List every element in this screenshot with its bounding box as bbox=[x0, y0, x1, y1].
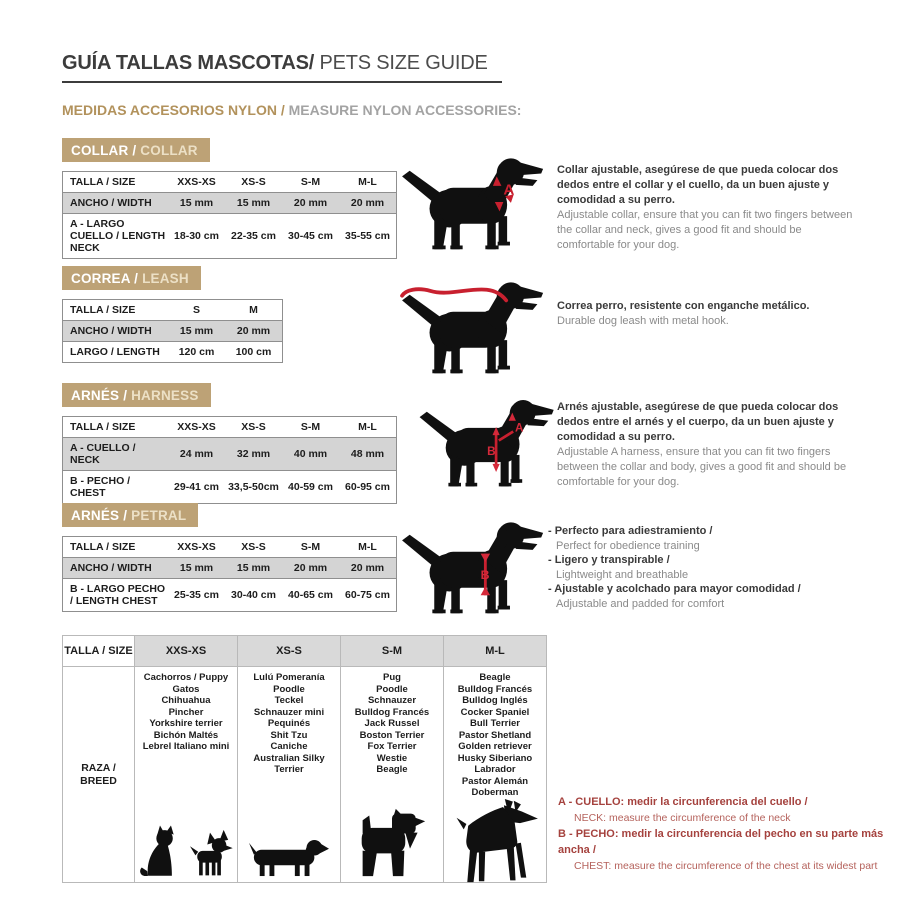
leash-description bbox=[557, 299, 857, 329]
bullet-es: - Ligero y transpirable / bbox=[548, 554, 670, 566]
header-cell: S-M bbox=[282, 537, 339, 558]
leash-badge-en: LEASH bbox=[142, 271, 189, 286]
table-row bbox=[63, 172, 397, 193]
leash-desc-es: Correa perro, resistente con enganche metálico. bbox=[557, 300, 810, 312]
measure-notes bbox=[558, 794, 898, 874]
page-title bbox=[62, 52, 502, 83]
table-row bbox=[63, 214, 397, 259]
harness-badge bbox=[62, 383, 211, 407]
petral-dog-illustration bbox=[398, 512, 550, 618]
value-cell: 48 mm bbox=[339, 438, 397, 471]
breeds-s-m-cell bbox=[341, 667, 444, 883]
header-cell: S bbox=[168, 300, 225, 321]
bullet-es: - Perfecto para adiestramiento / bbox=[548, 525, 713, 537]
row-label: B - PECHO / CHEST bbox=[63, 471, 169, 504]
value-cell: 20 mm bbox=[225, 321, 283, 342]
value-cell: 15 mm bbox=[225, 558, 282, 579]
harness-table bbox=[62, 416, 397, 504]
header-cell: M bbox=[225, 300, 283, 321]
collar-badge-es: COLLAR / bbox=[71, 143, 141, 158]
value-cell: 15 mm bbox=[168, 558, 225, 579]
harness-desc-es: Arnés ajustable, asegúrese de que pueda colocar dos dedos entre el arnés y el cuerpo, da un buen ajuste y comodidad a su perro. bbox=[557, 401, 839, 443]
header-cell: XXS-XS bbox=[168, 417, 225, 438]
table-row bbox=[63, 579, 397, 612]
breed-list-xxs-xs: Cachorros / Puppy Gatos Chihuahua Pincher Yorkshire terrier Bichón Maltés Lebrel Italiano mini bbox=[142, 672, 230, 752]
petral-badge-en: PETRAL bbox=[131, 508, 187, 523]
value-cell: 35-55 cm bbox=[339, 214, 397, 259]
harness-description bbox=[557, 400, 857, 490]
header-cell: TALLA / SIZE bbox=[63, 636, 135, 667]
petral-mark-b: B bbox=[480, 568, 490, 583]
breed-list-s-m: Pug Poodle Schnauzer Bulldog Francés Jack Russel Boston Terrier Fox Terrier Westie Beagle bbox=[354, 672, 430, 775]
header-cell: M-L bbox=[339, 537, 397, 558]
page-subtitle-es: MEDIDAS ACCESORIOS NYLON / bbox=[62, 102, 289, 118]
page-subtitle bbox=[62, 102, 521, 118]
leash-badge-es: CORREA / bbox=[71, 271, 143, 286]
value-cell: 33,5-50cm bbox=[225, 471, 282, 504]
header-cell: M-L bbox=[339, 417, 397, 438]
value-cell: 32 mm bbox=[225, 438, 282, 471]
leash-dog-illustration bbox=[394, 272, 554, 378]
table-row bbox=[63, 558, 397, 579]
value-cell: 30-40 cm bbox=[225, 579, 282, 612]
header-cell: XS-S bbox=[225, 537, 282, 558]
doberman-silhouette bbox=[450, 799, 540, 883]
table-row bbox=[63, 321, 283, 342]
note-a-es: A - CUELLO: medir la circunferencia del cuello / bbox=[558, 796, 808, 808]
value-cell: 20 mm bbox=[339, 193, 397, 214]
breed-body-row bbox=[63, 667, 547, 883]
row-label: B - LARGO PECHO / LENGTH CHEST bbox=[63, 579, 169, 612]
value-cell: 60-75 cm bbox=[339, 579, 397, 612]
collar-mark-a: A bbox=[503, 181, 515, 199]
dachshund-silhouette bbox=[249, 836, 329, 879]
value-cell: 60-95 cm bbox=[339, 471, 397, 504]
header-cell: S-M bbox=[341, 636, 444, 667]
value-cell: 22-35 cm bbox=[225, 214, 282, 259]
value-cell: 100 cm bbox=[225, 342, 283, 363]
collar-badge bbox=[62, 138, 210, 162]
raza-breed-cell bbox=[63, 667, 135, 883]
note-b-es: B - PECHO: medir la circunferencia del pecho en su parte más ancha / bbox=[558, 828, 884, 856]
header-cell: S-M bbox=[282, 172, 339, 193]
breed-list-m-l: Beagle Bulldog Francés Bulldog Inglés Cocker Spaniel Bull Terrier Pastor Shetland Golden retriever Husky Siberiano Labrador Pastor Alemán Doberman bbox=[457, 672, 533, 798]
table-row bbox=[63, 537, 397, 558]
breeds-xxs-xs-cell bbox=[135, 667, 238, 883]
value-cell: 20 mm bbox=[282, 193, 339, 214]
row-label: ANCHO / WIDTH bbox=[63, 558, 169, 579]
header-cell: M-L bbox=[339, 172, 397, 193]
value-cell: 25-35 cm bbox=[168, 579, 225, 612]
header-cell: TALLA / SIZE bbox=[63, 537, 169, 558]
header-cell: XXS-XS bbox=[168, 172, 225, 193]
breeds-xs-s-cell bbox=[238, 667, 341, 883]
value-cell: 30-45 cm bbox=[282, 214, 339, 259]
table-row bbox=[63, 193, 397, 214]
row-label: LARGO / LENGTH bbox=[63, 342, 169, 363]
row-label: ANCHO / WIDTH bbox=[63, 193, 169, 214]
harness-mark-b: B bbox=[487, 444, 496, 458]
header-cell: TALLA / SIZE bbox=[63, 172, 169, 193]
note-a-en: NECK: measure the circumference of the neck bbox=[574, 812, 791, 824]
harness-dog-illustration bbox=[416, 390, 560, 491]
petral-section bbox=[62, 503, 397, 612]
table-row bbox=[63, 342, 283, 363]
value-cell: 120 cm bbox=[168, 342, 225, 363]
value-cell: 40-65 cm bbox=[282, 579, 339, 612]
table-row bbox=[63, 438, 397, 471]
header-cell: S-M bbox=[282, 417, 339, 438]
petral-badge-es: ARNÉS / bbox=[71, 508, 132, 523]
header-cell: TALLA / SIZE bbox=[63, 417, 169, 438]
header-cell: XXS-XS bbox=[168, 537, 225, 558]
row-label: A - LARGO CUELLO / LENGTH NECK bbox=[63, 214, 169, 259]
leash-badge bbox=[62, 266, 201, 290]
value-cell: 20 mm bbox=[339, 558, 397, 579]
value-cell: 20 mm bbox=[282, 558, 339, 579]
breeds-m-l-cell bbox=[444, 667, 547, 883]
breed-list-xs-s: Lulú Pomeranía Poodle Teckel Schnauzer mini Pequinés Shit Tzu Caniche Australian Silky Terrier bbox=[253, 672, 325, 775]
header-cell: XXS-XS bbox=[135, 636, 238, 667]
page-subtitle-en: MEASURE NYLON ACCESSORIES: bbox=[288, 102, 522, 118]
cat-silhouette bbox=[139, 825, 181, 879]
note-b-en: CHEST: measure the circumference of the chest at its widest part bbox=[574, 860, 878, 872]
header-cell: XS-S bbox=[225, 172, 282, 193]
table-row bbox=[63, 471, 397, 504]
value-cell: 18-30 cm bbox=[168, 214, 225, 259]
header-cell: XS-S bbox=[238, 636, 341, 667]
bullet-en: Perfect for obedience training bbox=[556, 539, 700, 552]
row-label: A - CUELLO / NECK bbox=[63, 438, 169, 471]
harness-mark-a: A bbox=[515, 421, 524, 435]
chihuahua-silhouette bbox=[187, 829, 233, 879]
collar-section bbox=[62, 138, 397, 259]
bullet-en: Lightweight and breathable bbox=[556, 568, 689, 581]
collar-description bbox=[557, 163, 857, 253]
collar-dog-illustration bbox=[398, 148, 550, 254]
header-cell: TALLA / SIZE bbox=[63, 300, 169, 321]
page-title-es: GUÍA TALLAS MASCOTAS/ bbox=[62, 52, 315, 74]
value-cell: 24 mm bbox=[168, 438, 225, 471]
petral-badge bbox=[62, 503, 198, 527]
bullet-es: - Ajustable y acolchado para mayor comodidad / bbox=[548, 583, 801, 595]
petral-table bbox=[62, 536, 397, 612]
leash-line bbox=[402, 289, 506, 300]
header-cell: M-L bbox=[444, 636, 547, 667]
harness-desc-en: Adjustable A harness, ensure that you can fit two fingers between the collar and body, gives a good fit and should be comfortable for your dog. bbox=[557, 446, 847, 488]
leash-table bbox=[62, 299, 283, 363]
value-cell: 15 mm bbox=[168, 321, 225, 342]
collar-desc-es: Collar ajustable, asegúrese de que pueda colocar dos dedos entre el collar y el cuello, da un buen ajuste y comodidad a su perro. bbox=[557, 164, 839, 206]
value-cell: 40-59 cm bbox=[282, 471, 339, 504]
bullet-en: Adjustable and padded for comfort bbox=[556, 597, 725, 610]
leash-desc-en: Durable dog leash with metal hook. bbox=[557, 315, 729, 327]
table-row bbox=[63, 417, 397, 438]
harness-badge-en: HARNESS bbox=[131, 388, 199, 403]
petral-bullets bbox=[548, 524, 878, 611]
page-title-en: PETS SIZE GUIDE bbox=[314, 52, 488, 74]
header-cell: XS-S bbox=[225, 417, 282, 438]
value-cell: 15 mm bbox=[225, 193, 282, 214]
breed-header-row bbox=[63, 636, 547, 667]
value-cell: 29-41 cm bbox=[168, 471, 225, 504]
table-row bbox=[63, 300, 283, 321]
harness-badge-es: ARNÉS / bbox=[71, 388, 132, 403]
leash-section bbox=[62, 266, 283, 363]
schnauzer-silhouette bbox=[353, 807, 431, 879]
collar-table bbox=[62, 171, 397, 259]
collar-desc-en: Adjustable collar, ensure that you can fit two fingers between the collar and neck, gives a good fit and should be comfortable for your dog. bbox=[557, 209, 853, 251]
raza-breed-label: RAZA / BREED bbox=[80, 761, 117, 787]
row-label: ANCHO / WIDTH bbox=[63, 321, 169, 342]
value-cell: 15 mm bbox=[168, 193, 225, 214]
breed-table bbox=[62, 635, 547, 883]
collar-badge-en: COLLAR bbox=[140, 143, 198, 158]
harness-section bbox=[62, 383, 397, 504]
value-cell: 40 mm bbox=[282, 438, 339, 471]
